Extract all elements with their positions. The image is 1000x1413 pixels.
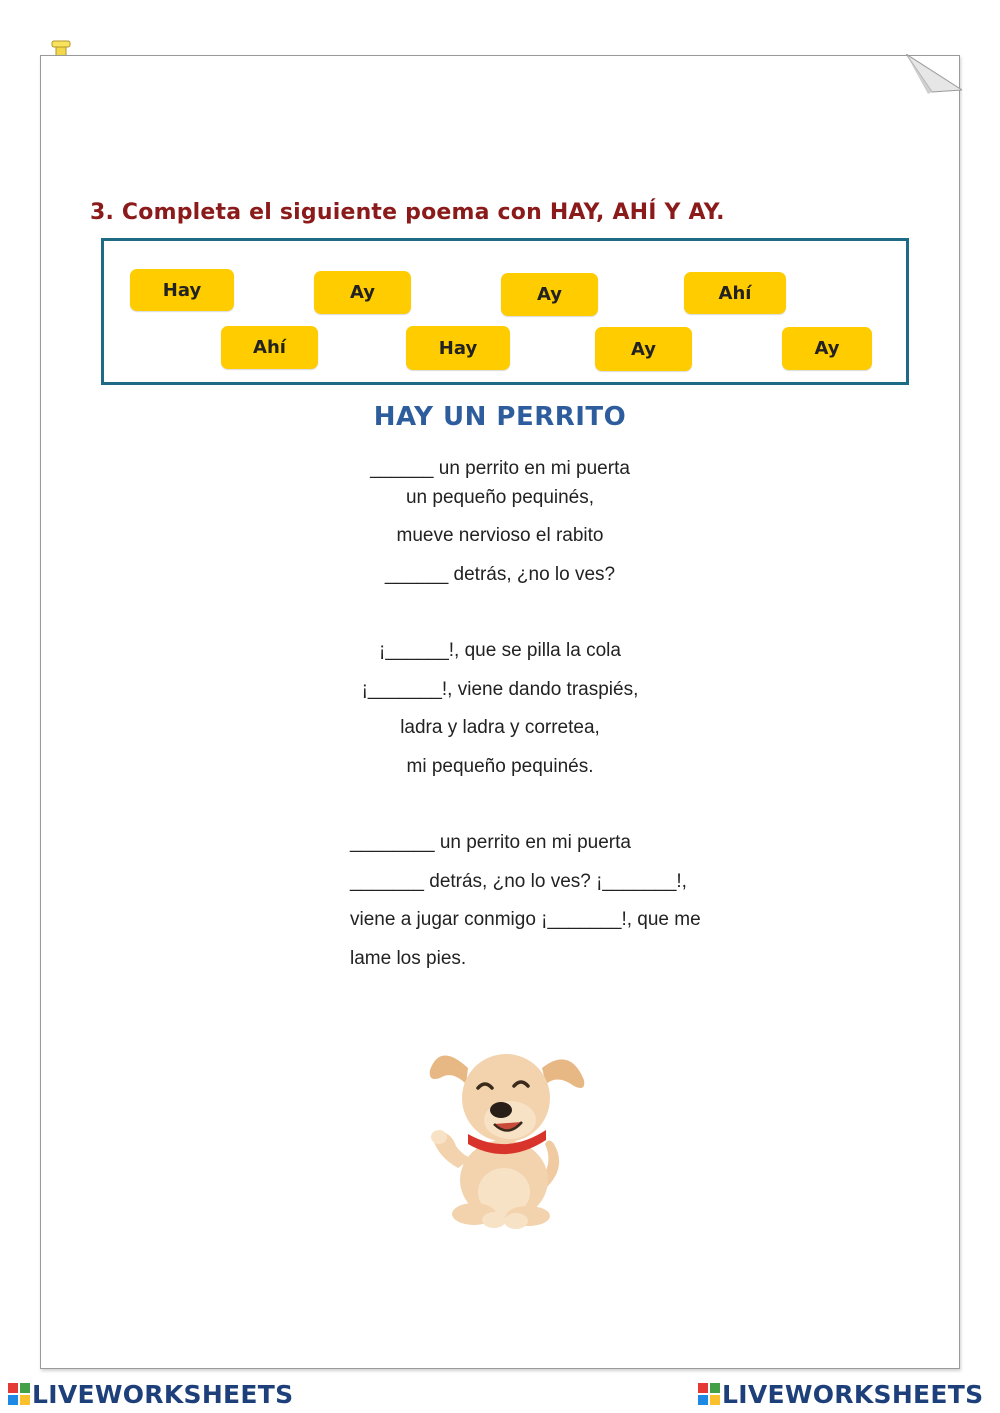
word-chip-ay-3[interactable]: Ay [595, 327, 692, 371]
word-chip-ay-4[interactable]: Ay [782, 327, 872, 370]
word-bank [101, 238, 909, 385]
liveworksheets-logo-left [8, 1380, 293, 1408]
word-chip-ay-2[interactable]: Ay [501, 273, 598, 316]
word-chip-ay-1[interactable]: Ay [314, 271, 411, 314]
liveworksheets-logo-right [698, 1380, 983, 1408]
poem-line: ¡_______!, viene dando traspiés, [361, 679, 639, 700]
poem-line: lame los pies. [350, 948, 467, 969]
poem-line: un pequeño pequinés, [405, 487, 595, 508]
poem-line: ________ un perrito en mi puerta [350, 832, 631, 853]
poem-line: _______ detrás, ¿no lo ves? ¡_______!, [350, 871, 687, 892]
poem-line: ______ detrás, ¿no lo ves? [384, 564, 616, 585]
poem-line: mueve nervioso el rabito [396, 525, 604, 546]
word-chip-hay-2[interactable]: Hay [406, 326, 510, 370]
poem-line: ______ un perrito en mi puerta [370, 458, 630, 479]
page-fold-corner [906, 54, 962, 94]
word-chip-ahi-2[interactable]: Ahí [221, 326, 318, 369]
word-chip-hay-1[interactable]: Hay [130, 269, 234, 311]
brand-name: LIVEWORKSHEETS [32, 1379, 294, 1409]
word-chip-ahi-1[interactable]: Ahí [684, 272, 786, 314]
liveworksheets-icon [698, 1383, 720, 1405]
brand-name: LIVEWORKSHEETS [722, 1379, 984, 1409]
liveworksheets-icon [8, 1383, 30, 1405]
poem-line: ladra y ladra y corretea, [400, 717, 600, 738]
puppy-illustration [418, 1040, 593, 1230]
instruction-heading: 3. Completa el siguiente poema con HAY, AHÍ Y AY. [90, 200, 725, 225]
poem-line: ¡______!, que se pilla la cola [379, 640, 621, 661]
poem-line: mi pequeño pequinés. [406, 756, 594, 777]
poem-title: HAY UN PERRITO [373, 402, 627, 432]
poem-line: viene a jugar conmigo ¡_______!, que me [350, 909, 701, 930]
